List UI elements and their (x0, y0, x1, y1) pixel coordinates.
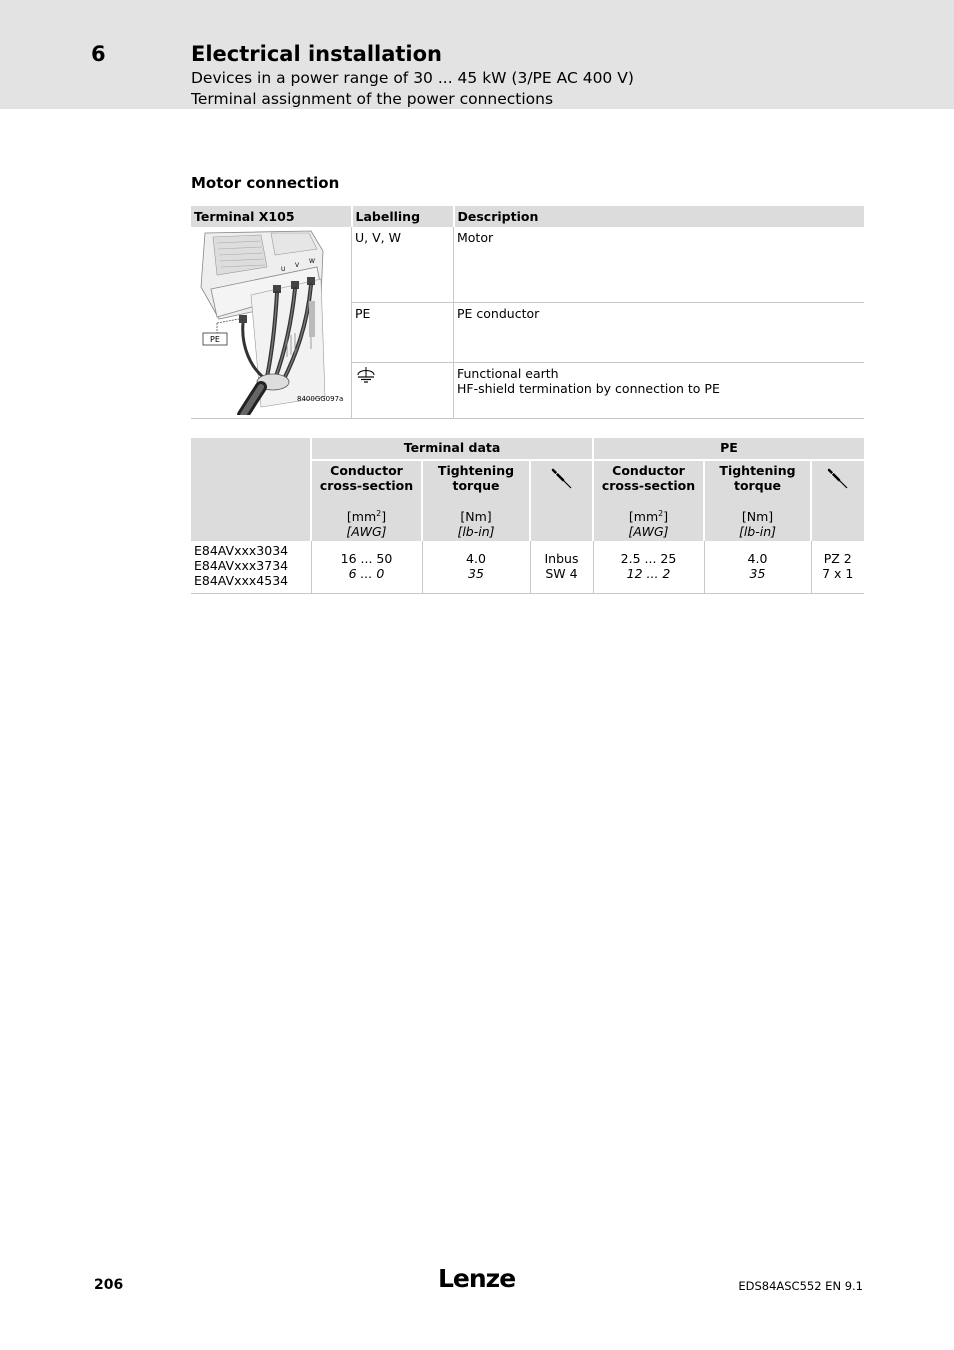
table-row (191, 227, 864, 303)
group-header-row (191, 438, 864, 460)
screwdriver-icon (826, 467, 850, 491)
col-pe-tool (811, 460, 864, 541)
table-row (191, 541, 864, 593)
description-motor: Motor (454, 227, 865, 303)
description-functional-earth (454, 362, 865, 418)
chapter-number: 6 (91, 42, 106, 66)
units: $[mm^2]$ [AWG] (346, 509, 387, 540)
pe-tag: PE (210, 335, 220, 344)
empty-header (191, 438, 311, 541)
labelling-uvw: U, V, W (352, 227, 454, 303)
subtitle-line1: Devices in a power range of 30 ... 45 kW (3/PE AC 400 V) (191, 69, 634, 87)
description-line: HF-shield termination by connection to PE (457, 380, 720, 396)
pe-torque-value: 4.0 35 (704, 541, 811, 593)
subtitle-line2: Terminal assignment of the power connections (191, 90, 554, 108)
terminal-label-w: W (309, 258, 315, 265)
labelling-functional-earth (352, 362, 454, 418)
header-terminal: Terminal X105 (191, 206, 352, 227)
terminal-label-v: V (295, 262, 300, 269)
col-terminal-tool (530, 460, 593, 541)
terminal-tool-value: Inbus SW 4 (530, 541, 593, 593)
header-labelling: Labelling (352, 206, 454, 227)
terminal-data-table (191, 438, 864, 594)
col-label: Tightening (437, 463, 515, 478)
terminal-image-cell (191, 227, 352, 419)
chapter-title: Electrical installation (191, 42, 442, 66)
col-label: Conductor (612, 463, 685, 478)
terminal-label-u: U (281, 266, 286, 273)
units: [Nm] [lb-in] (457, 509, 495, 539)
col-label: torque (733, 478, 782, 493)
col-pe-torque (704, 460, 811, 541)
image-code: 8400GG097a (297, 395, 344, 403)
terminal-table (191, 206, 864, 419)
screwdriver-icon (550, 467, 574, 491)
col-label: torque (452, 478, 500, 493)
col-terminal-cross-section (311, 460, 422, 541)
document-id: EDS84ASC552 EN 9.1 (738, 1279, 863, 1293)
pe-cross-section-value: 2.5 ... 25 12 ... 2 (593, 541, 704, 593)
terminal-x105-illustration (191, 227, 351, 415)
functional-earth-icon (355, 366, 377, 384)
col-label: cross-section (319, 478, 414, 493)
col-label: Conductor (330, 463, 403, 478)
col-pe-cross-section (593, 460, 704, 541)
section-title: Motor connection (191, 174, 340, 192)
terminal-cross-section-value: 16 ... 50 6 ... 0 (311, 541, 422, 593)
description-line: Functional earth (457, 365, 559, 381)
header-description: Description (454, 206, 865, 227)
page-number: 206 (94, 1277, 124, 1293)
terminal-table-header (191, 206, 864, 227)
device-type: E84AVxxx4534 (194, 573, 289, 589)
group-pe: PE (593, 438, 864, 460)
units: $[mm^2]$ [AWG] (628, 509, 669, 540)
group-terminal-data: Terminal data (311, 438, 593, 460)
col-label: cross-section (601, 478, 696, 493)
units: [Nm] [lb-in] (738, 509, 777, 539)
col-label: Tightening (719, 463, 796, 478)
lenze-logo: Lenze (438, 1264, 516, 1293)
device-type: E84AVxxx3034 (194, 543, 289, 559)
device-types (191, 541, 311, 593)
terminal-torque-value: 4.0 35 (422, 541, 530, 593)
col-terminal-torque (422, 460, 530, 541)
labelling-pe: PE (352, 303, 454, 362)
device-type: E84AVxxx3734 (194, 558, 289, 574)
pe-tool-value: PZ 2 7 x 1 (811, 541, 864, 593)
description-pe-conductor: PE conductor (454, 303, 865, 362)
